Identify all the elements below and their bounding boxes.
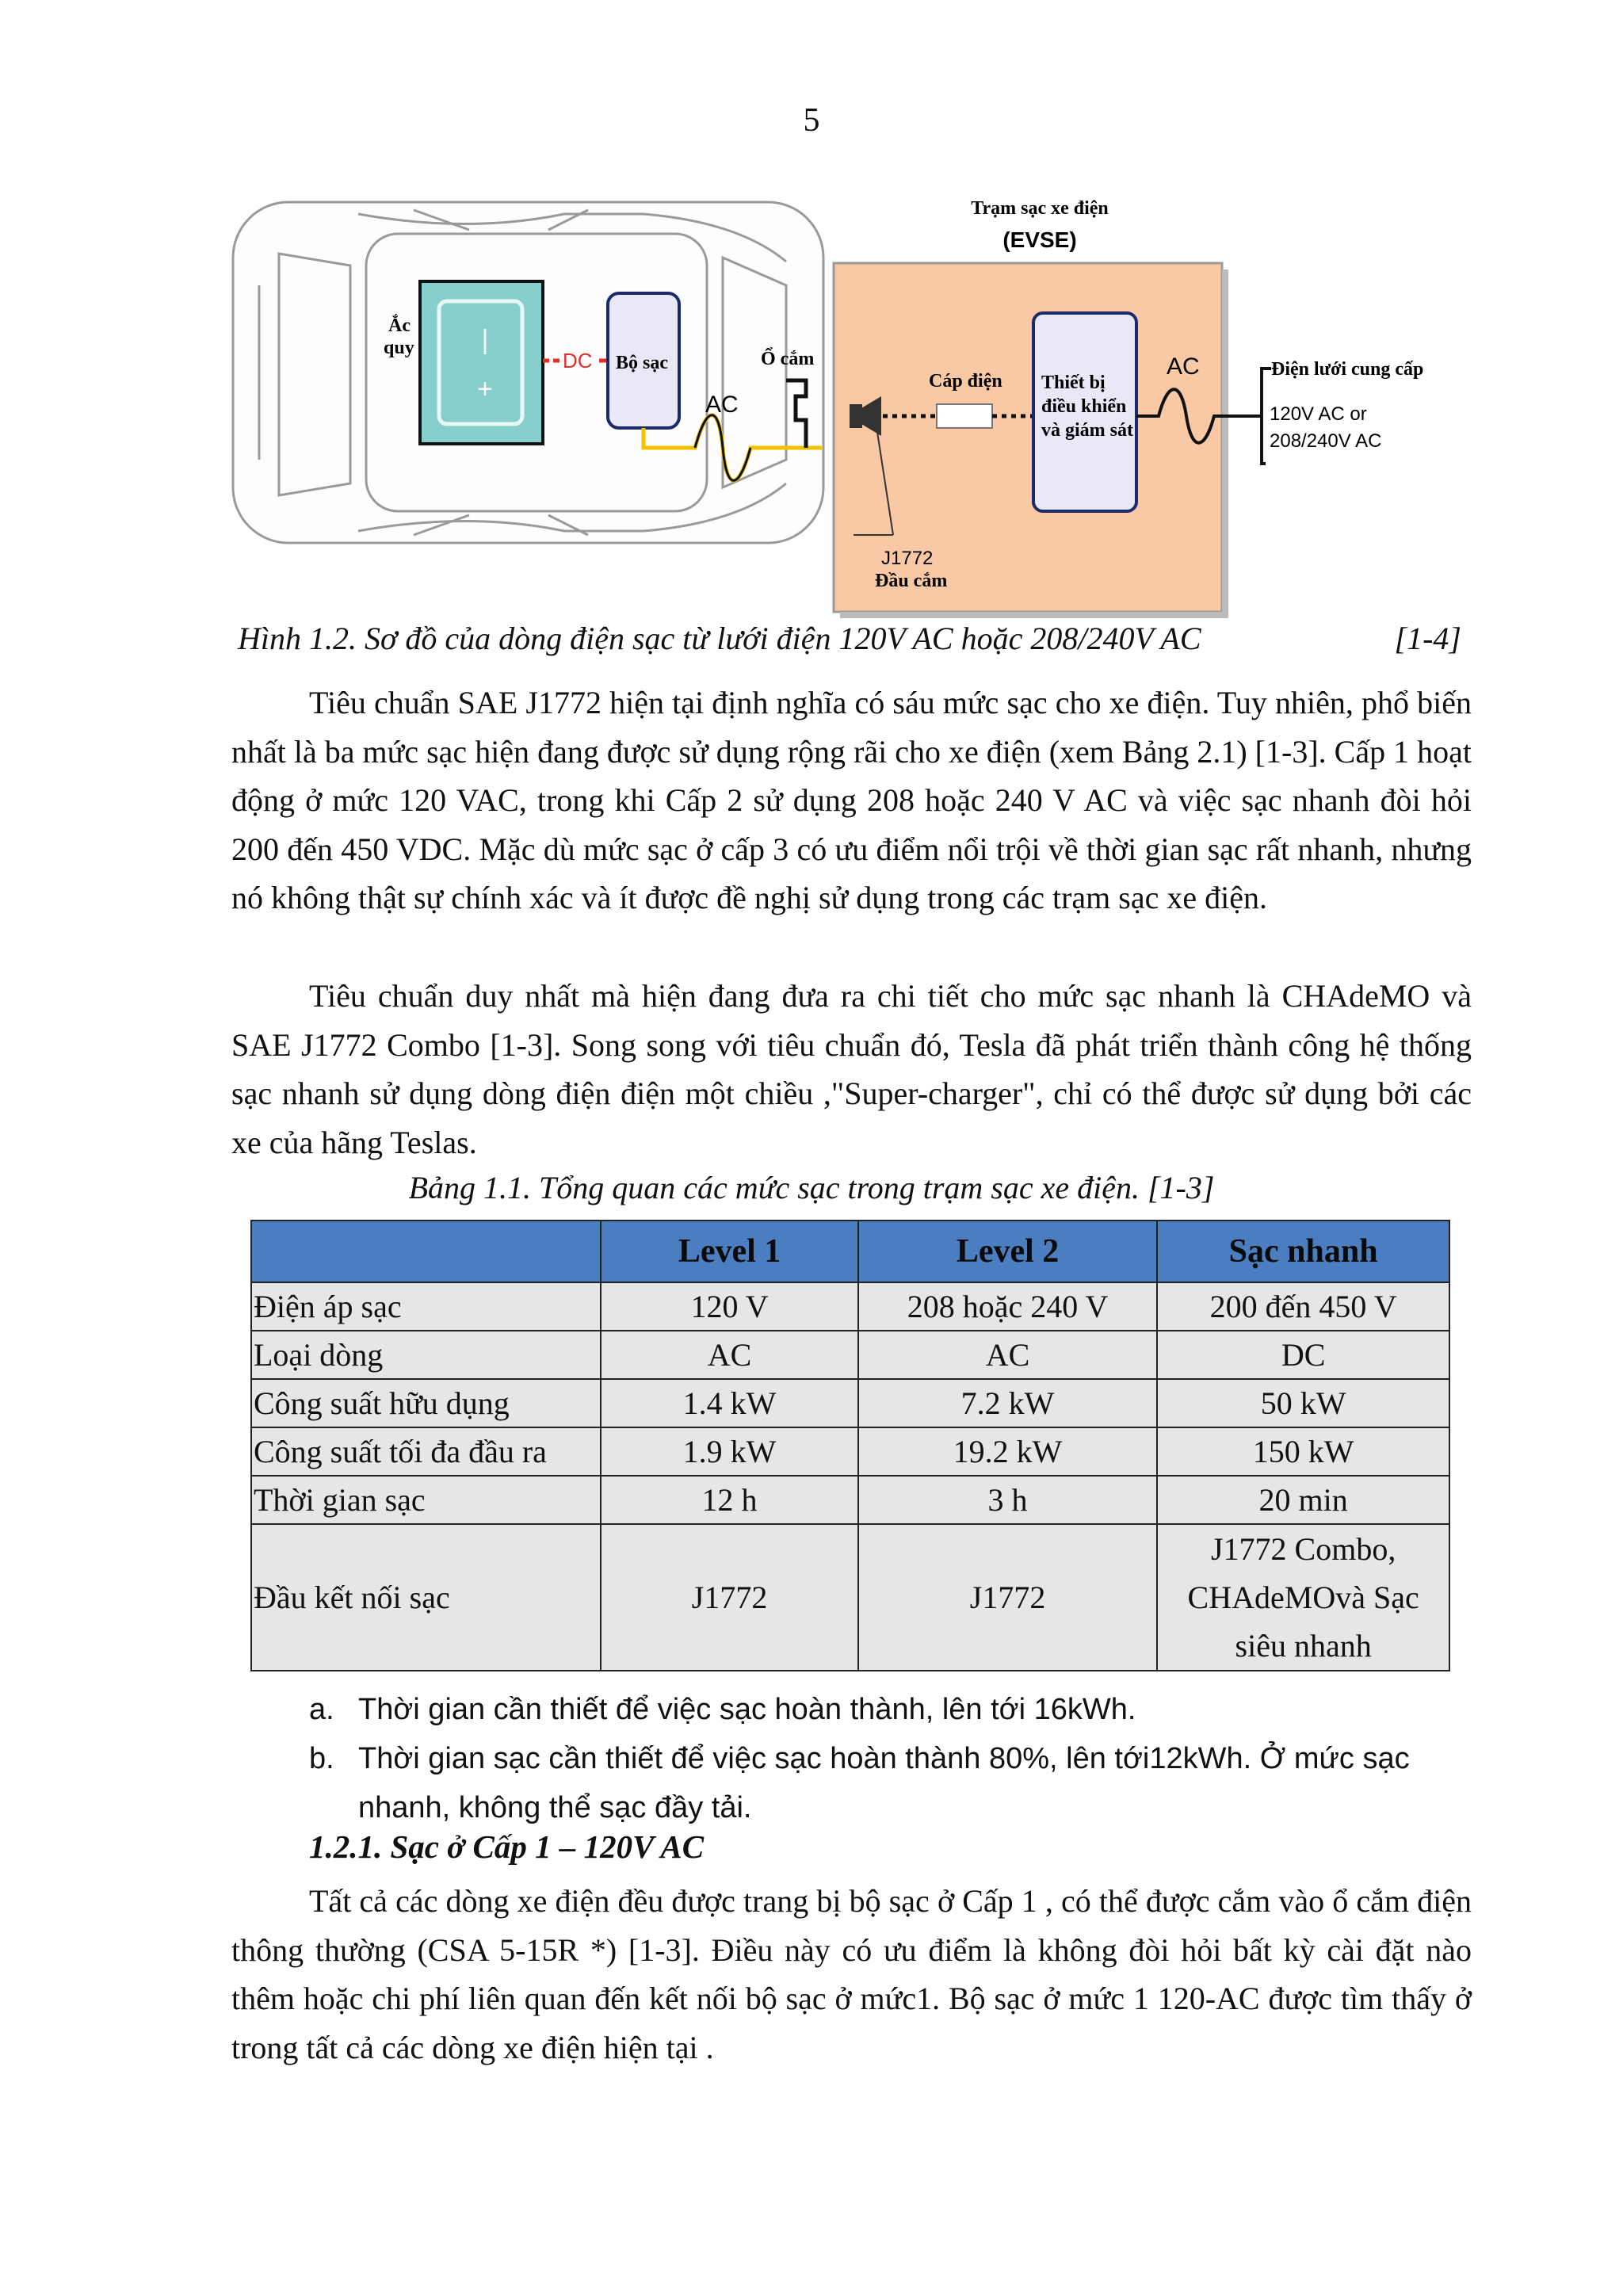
table-cell: 150 kW [1157, 1427, 1449, 1476]
charging-diagram [231, 190, 1487, 634]
svg-text:+: + [477, 374, 493, 404]
table-cell: 200 đến 450 V [1157, 1282, 1449, 1331]
voltage-label: 120V AC or [1270, 403, 1367, 425]
note-marker: a. [309, 1693, 334, 1726]
grid-bracket [1262, 369, 1266, 464]
table-cell: J1772 [601, 1524, 858, 1671]
table-cell: 7.2 kW [858, 1379, 1157, 1427]
table-row [251, 1427, 1449, 1476]
table-cell: 3 h [858, 1476, 1157, 1524]
charging-levels-table [250, 1220, 1450, 1671]
table-cell: 1.9 kW [601, 1427, 858, 1476]
car-ac-label: AC [705, 392, 739, 418]
cable-label: Cáp điện [929, 371, 1002, 392]
paragraph-3 [231, 1877, 1472, 2072]
table-cell: J1772 Combo, CHAdeMOvà Sạc siêu nhanh [1157, 1524, 1449, 1671]
table-note [309, 1685, 1474, 1734]
socket-label: Ổ cắm [761, 349, 815, 369]
grid-label: Điện lưới cung cấp [1271, 359, 1424, 380]
battery-label-2: quy [384, 338, 414, 358]
charging-diagram-svg [231, 190, 1487, 634]
figure-caption-ref: [1-4] [1394, 621, 1461, 656]
table-caption: Bảng 1.1. Tổng quan các mức sạc trong trạm sạc xe điện. [1-3] [408, 1170, 1215, 1205]
table-cell: DC [1157, 1331, 1449, 1379]
paragraph-text: Tiêu chuẩn SAE J1772 hiện tại định nghĩa có sáu mức sạc cho xe điện. Tuy nhiên, phổ biến nhất là ba mức sạc hiện đang được sử dụng rộng rãi cho xe điện (xem Bảng 2.1) [1-3]. Cấp 1 hoạt động ở mức 120 VAC, trong khi Cấp 2 sử dụng 208 hoặc 240 V AC và việc sạc nhanh đòi hỏi 200 đến 450 VDC. Mặc dù mức sạc ở cấp 3 có ưu điểm nổi trội về thời gian sạc rất nhanh, nhưng nó không thật sự chính xác và ít được đề nghị sử dụng trong các trạm sạc xe điện. [231, 685, 1472, 916]
table-cell: 20 min [1157, 1476, 1449, 1524]
table-row [251, 1379, 1449, 1427]
evse-title: Trạm sạc xe điện [971, 198, 1109, 219]
svg-text:|: | [481, 325, 489, 355]
evse-title-2: (EVSE) [1002, 227, 1077, 252]
table-cell: Công suất tối đa đầu ra [251, 1427, 601, 1476]
table-note [309, 1734, 1474, 1832]
table-header-cell [251, 1221, 601, 1282]
voltage-label-2: 208/240V AC [1270, 430, 1382, 452]
connector-label-2: Đầu cắm [875, 571, 948, 591]
table-cell: Công suất hữu dụng [251, 1379, 601, 1427]
control-label: Thiết bị [1041, 372, 1106, 393]
charger-label: Bộ sạc [616, 353, 668, 373]
dc-label: DC [563, 349, 593, 372]
note-marker: b. [309, 1742, 334, 1775]
table-notes [309, 1685, 1474, 1832]
table-header-cell: Level 2 [858, 1221, 1157, 1282]
battery-pack [420, 281, 543, 444]
control-label-2: điều khiển [1041, 396, 1127, 417]
page-number: 5 [803, 102, 820, 139]
table-cell: 208 hoặc 240 V [858, 1282, 1157, 1331]
figure-caption [238, 620, 1474, 657]
table-cell: AC [601, 1331, 858, 1379]
charging-cable [937, 404, 992, 428]
paragraph-text: Tiêu chuẩn duy nhất mà hiện đang đưa ra chi tiết cho mức sạc nhanh là CHAdeMO và SAE J1772 Combo [1-3]. Song song với tiêu chuẩn đó, Tesla đã phát triển thành công hệ thống sạc nhanh sử dụng dòng điện điện một chiều ,"Super-charger", chỉ có thể được sử dụng bởi các xe của hãng Teslas. [231, 978, 1472, 1160]
connector-label: J1772 [881, 548, 934, 569]
table-cell: 1.4 kW [601, 1379, 858, 1427]
note-text: Thời gian cần thiết để việc sạc hoàn thành, lên tới 16kWh. [358, 1693, 1136, 1726]
table-cell: AC [858, 1331, 1157, 1379]
section-heading: 1.2.1. Sạc ở Cấp 1 – 120V AC [309, 1828, 705, 1865]
evse-ac-label: AC [1167, 353, 1200, 380]
table-row [251, 1476, 1449, 1524]
note-text: Thời gian sạc cần thiết để việc sạc hoàn thành 80%, lên tới12kWh. Ở mức sạc nhanh, không thể sạc đầy tải. [358, 1742, 1410, 1824]
table-cell: Điện áp sạc [251, 1282, 601, 1331]
table-cell: 12 h [601, 1476, 858, 1524]
figure-caption-text: Hình 1.2. Sơ đồ của dòng điện sạc từ lưới điện 120V AC hoặc 208/240V AC [238, 621, 1201, 656]
table-cell: 120 V [601, 1282, 858, 1331]
table-cell: 50 kW [1157, 1379, 1449, 1427]
table-row [251, 1331, 1449, 1379]
paragraph-1 [231, 678, 1472, 923]
table-row [251, 1524, 1449, 1671]
table-cell: Đầu kết nối sạc [251, 1524, 601, 1671]
paragraph-text: Tất cả các dòng xe điện đều được trang bị bộ sạc ở Cấp 1 , có thể được cắm vào ổ cắm điện thông thường (CSA 5-15R *) [1-3]. Điều này có ưu điểm là không đòi hỏi bất kỳ cài đặt nào thêm hoặc chi phí liên quan đến kết nối bộ sạc ở mức1. Bộ sạc ở mức 1 120-AC được tìm thấy ở trong tất cả các dòng xe điện hiện tại . [231, 1883, 1472, 2065]
table-cell: Loại dòng [251, 1331, 601, 1379]
paragraph-2 [231, 972, 1472, 1167]
table-row [251, 1282, 1449, 1331]
table-cell: J1772 [858, 1524, 1157, 1671]
control-label-3: và giám sát [1041, 420, 1133, 441]
table-header-row [251, 1221, 1449, 1282]
battery-label: Ắc [388, 315, 411, 336]
table-header-cell: Sạc nhanh [1157, 1221, 1449, 1282]
table-header-cell: Level 1 [601, 1221, 858, 1282]
table-cell: 19.2 kW [858, 1427, 1157, 1476]
table-cell: Thời gian sạc [251, 1476, 601, 1524]
